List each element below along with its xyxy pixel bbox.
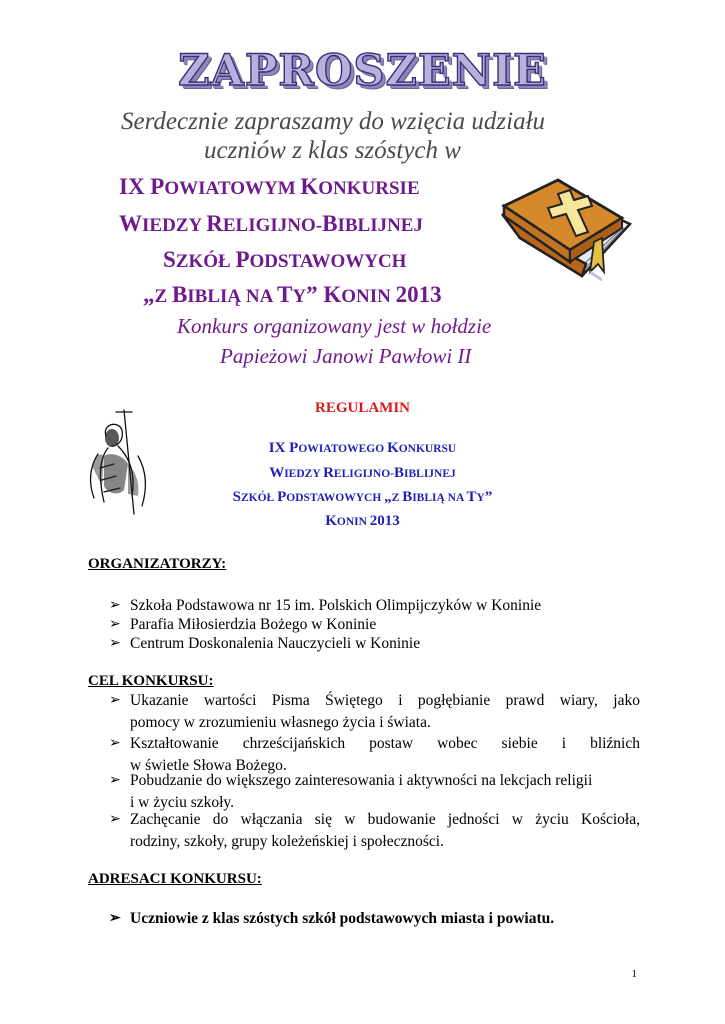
regulamin-line-4: KONIN 2013 [325, 513, 400, 529]
list-item [109, 908, 649, 930]
goals-heading: CEL KONKURSU: [88, 673, 214, 689]
organizers-heading: ORGANIZATORZY: [88, 556, 227, 572]
organizer-3: Centrum Doskonalenia Nauczycieli w Koninie [130, 635, 421, 652]
goal-2-line-2: w świetle Słowa Bożego. [130, 757, 287, 774]
regulamin-line-1: IX POWIATOWEGO KONKURSU [268, 440, 457, 456]
contest-name-line-4: „Z BIBLIĄ NA TY” KONIN 2013 [143, 282, 442, 307]
arrow-bullet-icon: ➢ [109, 598, 121, 613]
goal-2-line-1: Kształtowanie chrześcijańskich postaw wobec siebie i bliźnich [130, 735, 640, 752]
contest-name-line-3: SZKÓŁ PODSTAWOWYCH [163, 247, 407, 272]
list-item [109, 770, 640, 814]
arrow-bullet-icon: ➢ [109, 693, 121, 708]
goal-4-line-2: rodziny, szkoły, grupy koleżeńskiej i społeczności. [130, 833, 444, 850]
goal-3-line-2: i w życiu szkoły. [130, 794, 235, 811]
bible-book-icon [490, 176, 640, 288]
honor-line-2: Papieżowi Janowi Pawłowi II [220, 344, 472, 368]
contest-name-line-2: WIEDZY RELIGIJNO-BIBLIJNEJ [119, 211, 423, 236]
contest-name-line-1: IX POWIATOWYM KONKURSIE [119, 174, 420, 199]
organizer-2: Parafia Miłosierdzia Bożego w Koninie [130, 616, 377, 633]
intro-line-2: uczniów z klas szóstych w [204, 137, 461, 164]
arrow-bullet-icon: ➢ [109, 911, 121, 926]
list-item [109, 690, 640, 734]
arrow-bullet-icon: ➢ [109, 812, 121, 827]
regulamin-heading: REGULAMIN [314, 400, 410, 416]
list-item [109, 633, 649, 655]
regulamin-line-2: WIEDZY RELIGIJNO-BIBLIJNEJ [269, 465, 456, 481]
arrow-bullet-icon: ➢ [109, 773, 121, 788]
regulamin-line-3: SZKÓŁ PODSTAWOWYCH „Z BIBLIĄ NA TY” [232, 489, 493, 505]
arrow-bullet-icon: ➢ [109, 736, 121, 751]
arrow-bullet-icon: ➢ [109, 636, 121, 651]
intro-line-1: Serdecznie zapraszamy do wzięcia udziału [121, 108, 546, 135]
audience-1: Uczniowie z klas szóstych szkół podstawowych miasta i powiatu. [130, 910, 555, 927]
page-number: 1 [631, 968, 637, 980]
audience-heading: ADRESACI KONKURSU: [88, 871, 262, 887]
goal-3-line-1: Pobudzanie do większego zainteresowania i aktywności na lekcjach religii [130, 772, 593, 789]
organizer-1: Szkoła Podstawowa nr 15 im. Polskich Olimpijczyków w Koninie [130, 597, 542, 614]
list-item [109, 809, 640, 853]
goal-1-line-1: Ukazanie wartości Pisma Świętego i pogłębianie prawd wiary, jako [130, 692, 640, 709]
arrow-bullet-icon: ➢ [109, 617, 121, 632]
goal-1-line-2: pomocy w zrozumieniu własnego życia i świata. [130, 714, 431, 731]
honor-line-1: Konkurs organizowany jest w hołdzie [177, 314, 492, 338]
goal-4-line-1: Zachęcanie do włączania się w budowanie jedności w życiu Kościoła, [130, 811, 640, 828]
invitation-title: ZAPROSZENIE [178, 46, 547, 96]
